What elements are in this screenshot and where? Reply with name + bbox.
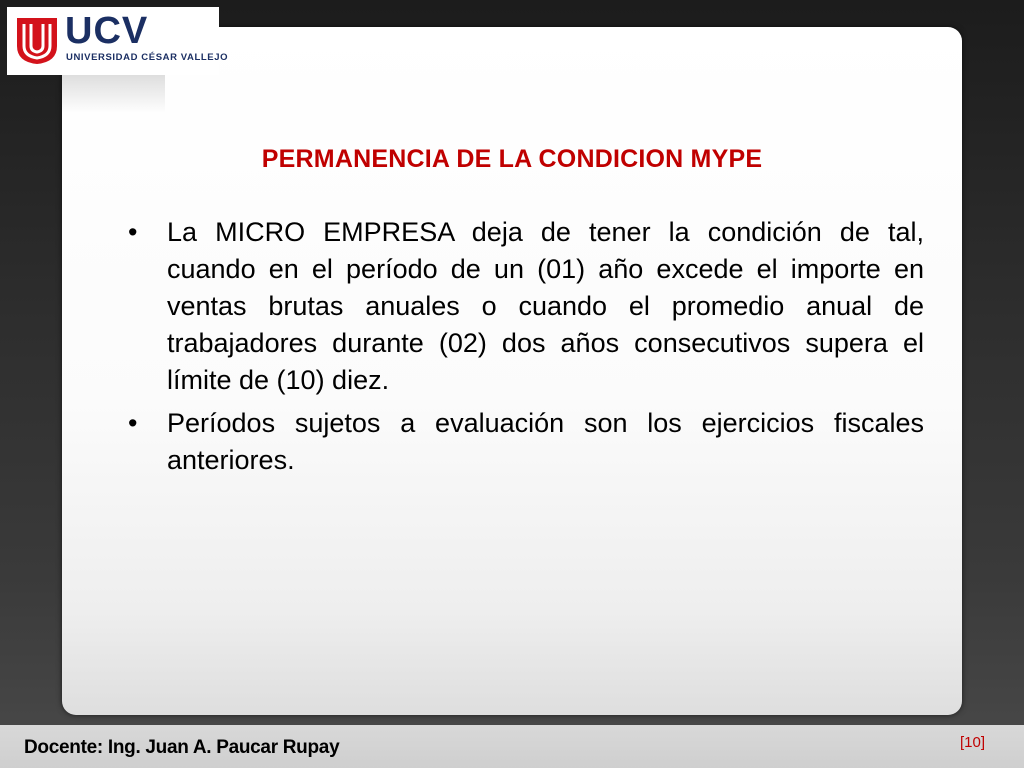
bullet-item [124,405,924,479]
ucv-emblem-icon [15,16,59,66]
logo-wordmark: UCV [65,10,149,52]
logo-reflection [62,75,165,113]
slide-title: PERMANENCIA DE LA CONDICION MYPE [261,145,763,173]
bullet-item [124,214,924,399]
bullet-text: La MICRO EMPRESA deja de tener la condición de tal, cuando en el período de un (01) año excede el importe en ventas brutas anuales o cuando el promedio anual de trabajadores durante (02) dos años consecutivos supera el límite de (10) diez. [167,217,924,395]
bullet-dot: • [128,408,138,438]
university-logo [7,7,229,75]
logo-subtitle: UNIVERSIDAD CÉSAR VALLEJO [66,52,229,63]
bullet-text: Períodos sujetos a evaluación son los ejercicios fiscales anteriores. [167,408,924,475]
bullet-dot: • [128,217,138,247]
bullet-list [124,214,924,485]
page-number: [10] [960,734,986,751]
footer-instructor: Docente: Ing. Juan A. Paucar Rupay [24,737,340,758]
